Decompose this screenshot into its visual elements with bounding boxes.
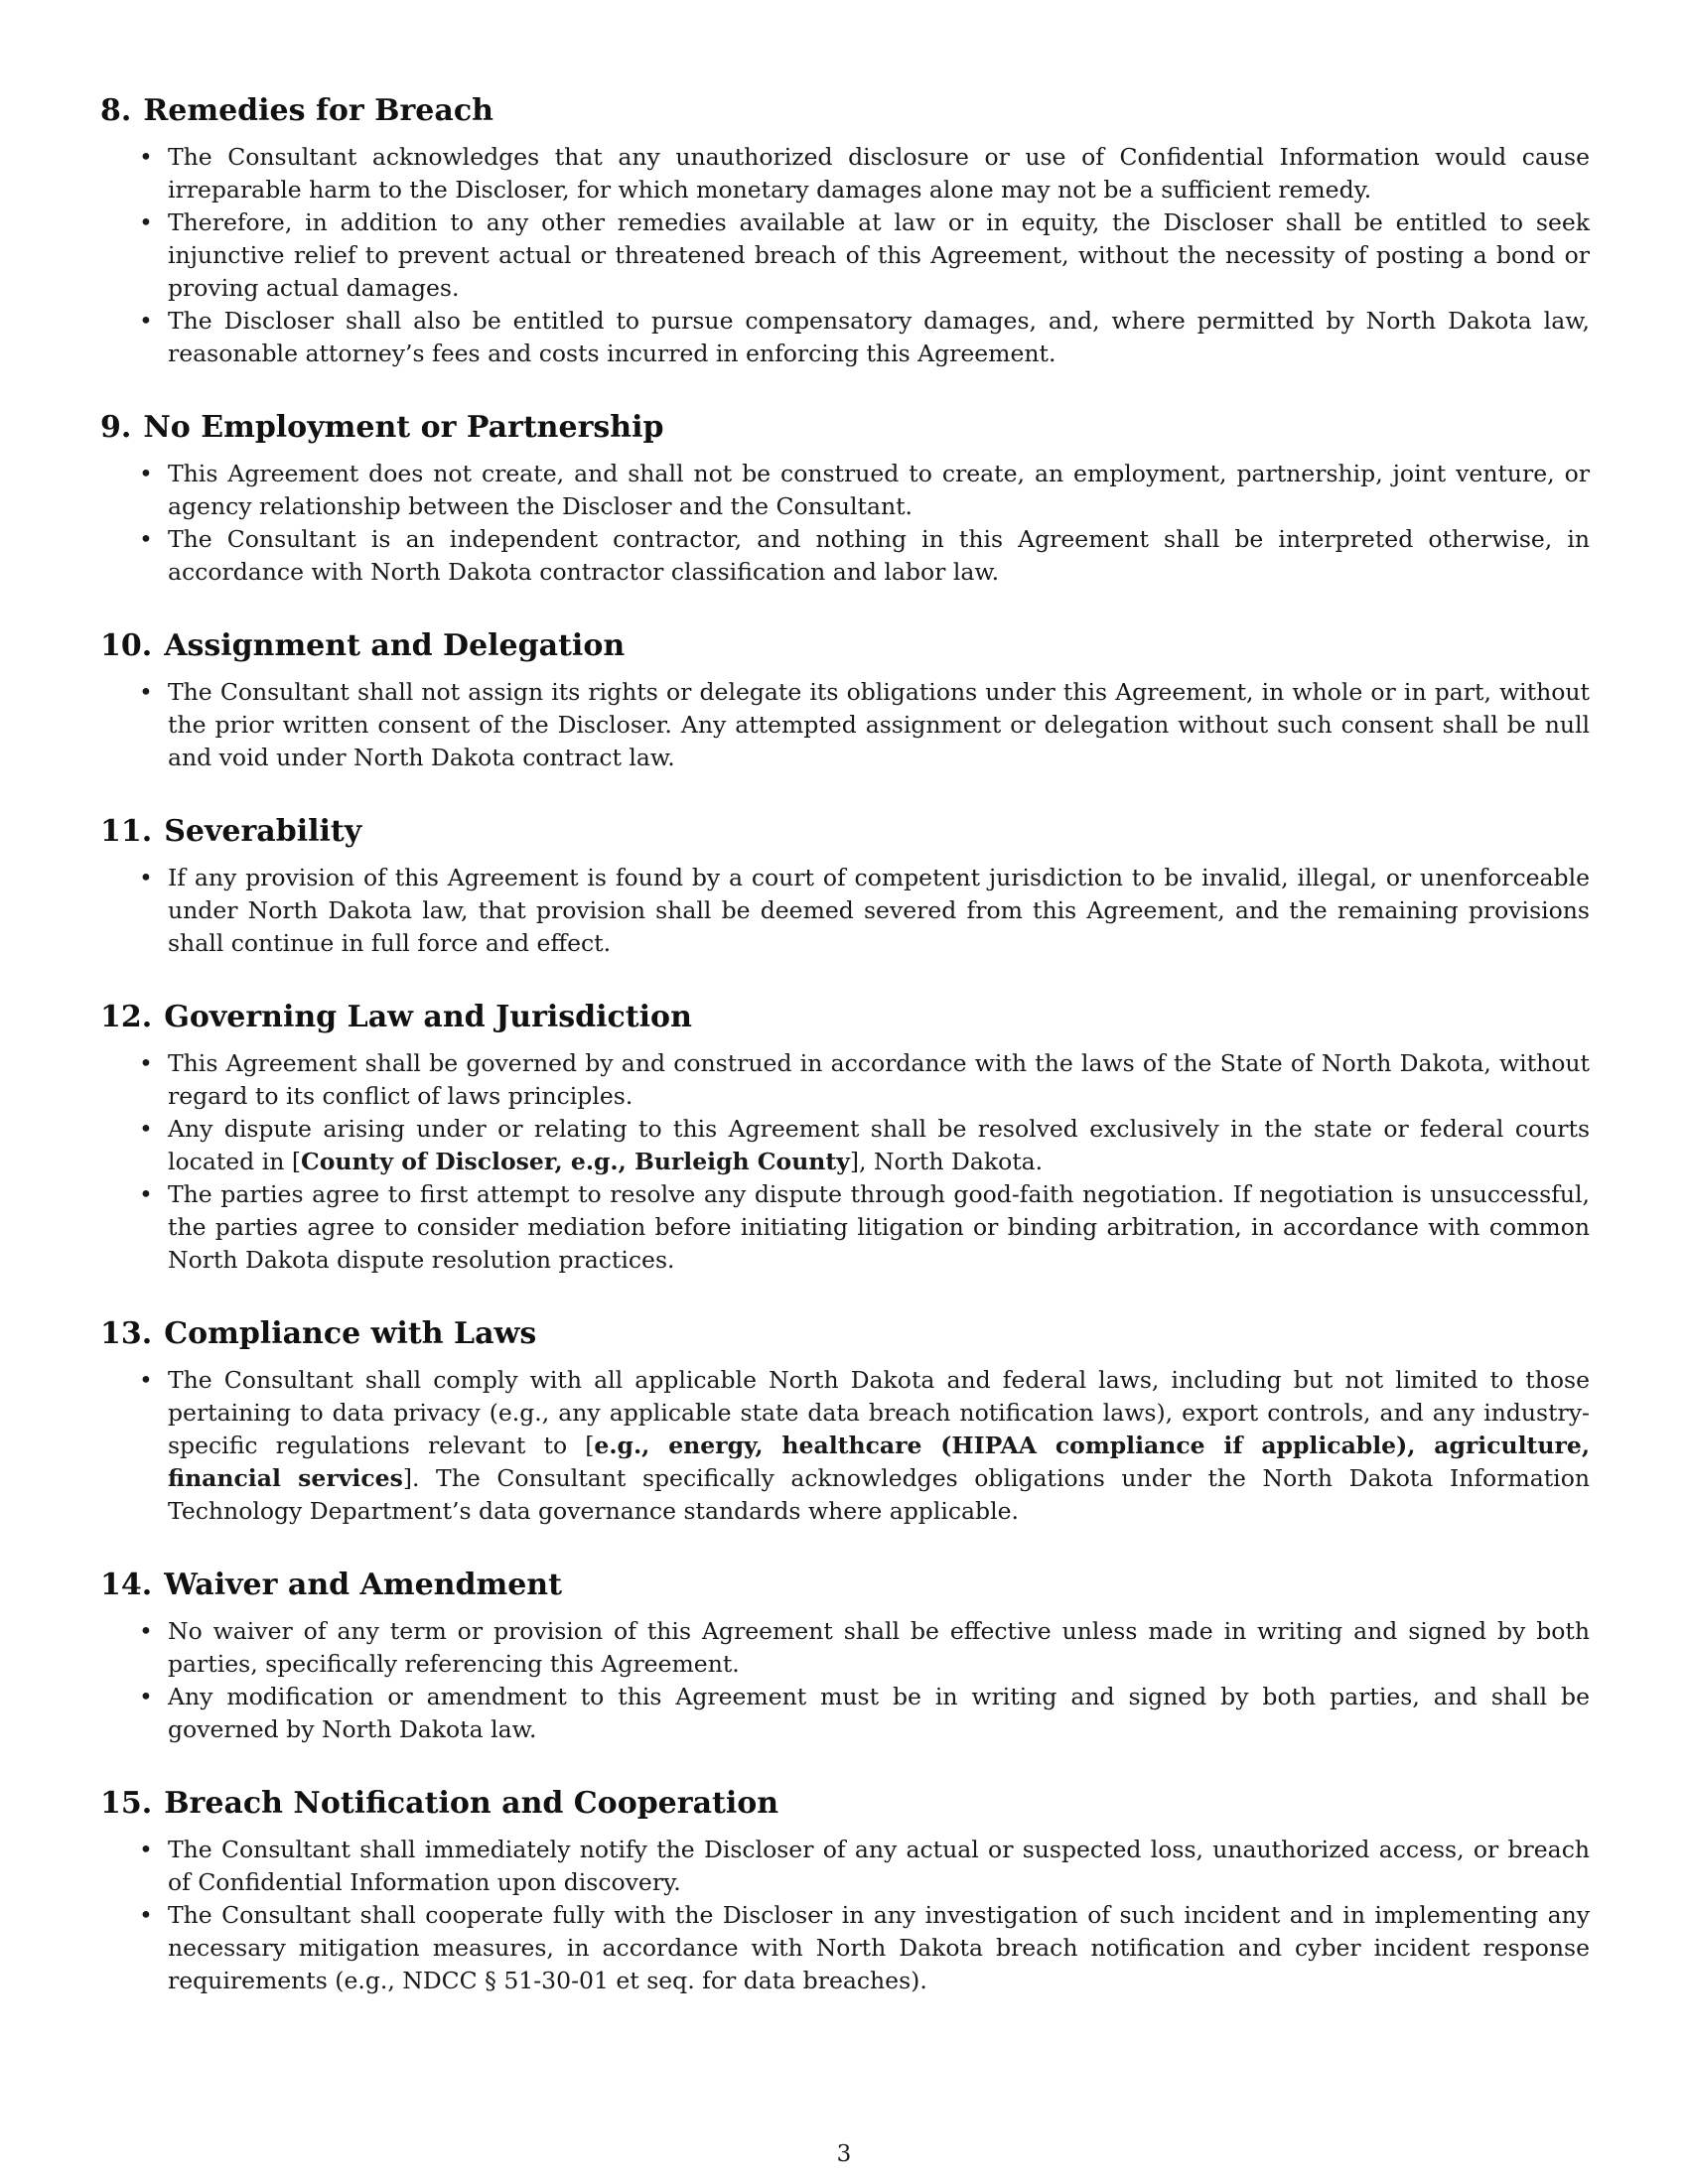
list-item-text: Any modification or amendment to this Agreement must be in writing and signed by both parties, and shall be governed by North Dakota law. [168,1683,1590,1743]
bullet-icon: • [139,1683,153,1710]
list-item [100,1364,1590,1528]
section-9 [100,408,1590,589]
section-11 [100,812,1590,960]
bullet-icon: • [139,1049,153,1077]
list-item [100,1047,1590,1113]
list-item-text: The Consultant shall immediately notify the Discloser of any actual or suspected loss, unauthorized access, or breach of Confidential Information upon discovery. [168,1836,1590,1896]
section-8 [100,91,1590,370]
document-page [100,91,1590,2035]
section-title: Severability [164,814,362,849]
section-heading [100,626,1590,666]
sections-container [100,91,1590,1997]
section-title: No Employment or Partnership [143,410,664,445]
section-12 [100,998,1590,1277]
list-item [100,1681,1590,1746]
bullet-icon: • [139,1617,153,1645]
list-item-text: No waiver of any term or provision of this Agreement shall be effective unless made in writing and signed by both parties, specifically referencing this Agreement. [168,1617,1590,1678]
section-13 [100,1314,1590,1528]
list-item-text: The Discloser shall also be entitled to pursue compensatory damages, and, where permitted by North Dakota law, reasonable attorney’s fees and costs incurred in enforcing this Agreement. [168,307,1590,367]
bullet-icon: • [139,460,153,487]
list-item [100,1178,1590,1277]
section-title: Governing Law and Jurisdiction [164,1000,692,1034]
list-item [100,1615,1590,1681]
section-title: Waiver and Amendment [164,1568,562,1602]
list-item-text: ], North Dakota. [849,1148,1044,1175]
section-number: 8. [100,93,132,128]
list-item-text: The Consultant acknowledges that any unauthorized disclosure or use of Confidential Information would cause irreparable harm to the Discloser, for which monetary damages alone may not be a sufficient remedy. [168,143,1590,204]
bullet-list [100,1047,1590,1277]
bullet-list [100,1834,1590,1997]
section-14 [100,1566,1590,1746]
list-item-text: The Consultant shall comply with all applicable North Dakota and federal laws, including but not limited to those pertaining to data privacy (e.g., any applicable state data breach notification laws), export controls, and any industry-specific regulations relevant to [ [168,1366,1590,1459]
section-title: Breach Notification and Cooperation [164,1786,779,1821]
bullet-list [100,458,1590,589]
list-item-text: The Consultant shall not assign its rights or delegate its obligations under this Agreement, in whole or in part, without the prior written consent of the Discloser. Any attempted assignment or delegation without such consent shall be null and void under North Dakota contract law. [168,678,1590,771]
section-number: 9. [100,410,132,445]
section-10 [100,626,1590,774]
list-item [100,862,1590,960]
list-item [100,458,1590,523]
list-item-text: Therefore, in addition to any other remedies available at law or in equity, the Discloser shall be entitled to seek injunctive relief to prevent actual or threatened breach of this Agreement, without the necessity of posting a bond or proving actual damages. [168,208,1590,302]
section-title: Compliance with Laws [164,1316,537,1351]
bullet-list [100,676,1590,774]
section-15 [100,1784,1590,1997]
section-number: 14. [100,1568,153,1602]
bullet-icon: • [139,678,153,706]
section-number: 12. [100,1000,153,1034]
bullet-icon: • [139,208,153,236]
section-number: 11. [100,814,153,849]
bullet-icon: • [139,1115,153,1143]
section-heading [100,998,1590,1037]
list-item-text: ]. The Consultant specifically acknowledges obligations under the North Dakota Information Technology Department’s data governance standards where applicable. [168,1464,1590,1525]
page-number: 3 [836,2141,852,2167]
bullet-icon: • [139,525,153,553]
section-number: 15. [100,1786,153,1821]
bullet-icon: • [139,1901,153,1929]
bullet-list [100,1364,1590,1528]
list-item [100,1899,1590,1997]
bullet-icon: • [139,143,153,171]
bullet-list [100,141,1590,370]
bullet-icon: • [139,864,153,891]
list-item-text: The parties agree to first attempt to resolve any dispute through good-faith negotiation. If negotiation is unsuccessful, the parties agree to consider mediation before initiating litigation or binding arbitration, in accordance with common North Dakota dispute resolution practices. [168,1180,1590,1274]
bullet-icon: • [139,1836,153,1863]
bullet-list [100,862,1590,960]
section-title: Remedies for Breach [143,93,493,128]
section-heading [100,1784,1590,1824]
bullet-icon: • [139,1366,153,1394]
list-item [100,676,1590,774]
list-item-text: Any dispute arising under or relating to this Agreement shall be resolved exclusively in the state or federal courts located in [ [168,1115,1590,1175]
bullet-icon: • [139,1180,153,1208]
section-title: Assignment and Delegation [164,628,626,663]
section-number: 10. [100,628,153,663]
bullet-icon: • [139,307,153,335]
list-item [100,523,1590,589]
list-item [100,1834,1590,1899]
section-heading [100,408,1590,448]
section-heading [100,1566,1590,1605]
list-item [100,305,1590,370]
list-item [100,206,1590,305]
section-heading [100,812,1590,852]
section-heading [100,1314,1590,1354]
list-item-text: This Agreement does not create, and shall not be construed to create, an employment, partnership, joint venture, or agency relationship between the Discloser and the Consultant. [168,460,1590,520]
list-item [100,141,1590,206]
list-item-text: The Consultant shall cooperate fully with the Discloser in any investigation of such incident and in implementing any necessary mitigation measures, in accordance with North Dakota breach notification and cyber incident response requirements (e.g., NDCC § 51-30-01 et seq. for data breaches). [168,1901,1590,1994]
placeholder-bold-text: County of Discloser, e.g., Burleigh County [301,1148,850,1175]
section-heading [100,91,1590,131]
bullet-list [100,1615,1590,1746]
list-item-text: This Agreement shall be governed by and construed in accordance with the laws of the State of North Dakota, without regard to its conflict of laws principles. [168,1049,1590,1110]
list-item [100,1113,1590,1178]
section-number: 13. [100,1316,153,1351]
list-item-text: The Consultant is an independent contractor, and nothing in this Agreement shall be interpreted otherwise, in accordance with North Dakota contractor classification and labor law. [168,525,1590,586]
placeholder-bold-text: e.g., energy, healthcare (HIPAA compliance if applicable), agriculture, financial services [168,1432,1591,1492]
list-item-text: If any provision of this Agreement is found by a court of competent jurisdiction to be invalid, illegal, or unenforceable under North Dakota law, that provision shall be deemed severed from this Agreement, and the remaining provisions shall continue in full force and effect. [168,864,1590,957]
